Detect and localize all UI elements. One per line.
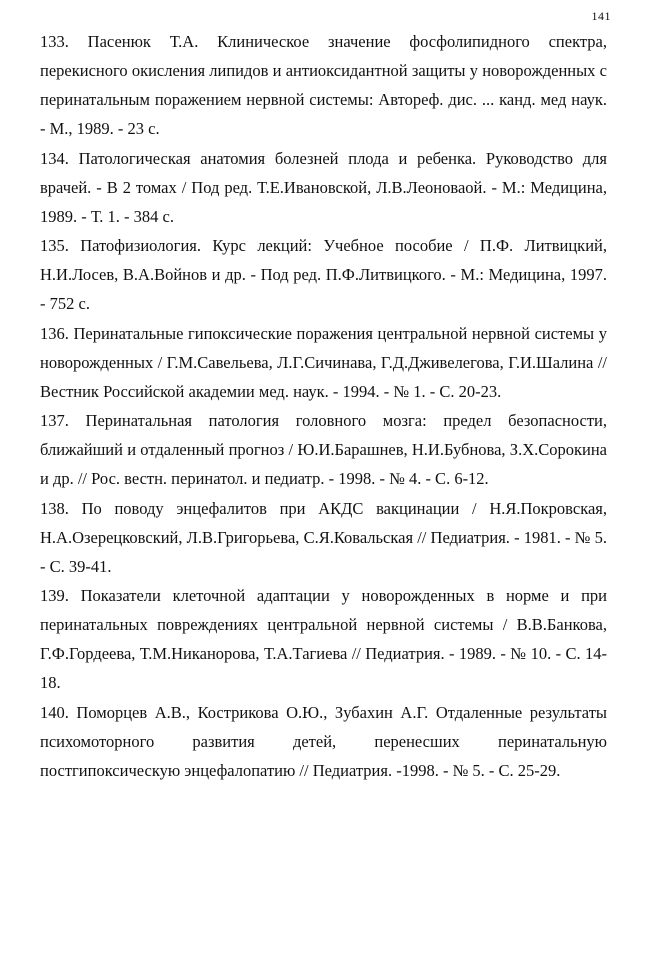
page-number: 141	[591, 9, 611, 23]
reference-item: 140. Поморцев А.В., Кострикова О.Ю., Зубахин А.Г. Отдаленные результаты психомоторного развития детей, перенесших перинатальную постгипоксическую энцефалопатию // Педиатрия. -1998. - № 5. - С. 25-29.	[40, 702, 607, 780]
reference-item: 133. Пасенюк Т.А. Клиническое значение фосфолипидного спектра, перекисного окисления липидов и антиоксидантной защиты у новорожденных с перинатальным поражением нервной системы: Автореф. дис. ... канд. мед наук. - М., 1989. - 23 с.	[40, 32, 607, 138]
reference-item: 139. Показатели клеточной адаптации у новорожденных в норме и при перинатальных повреждениях центральной нервной системы / В.В.Банкова, Г.Ф.Гордеева, Т.М.Никанорова, Т.А.Тагиева // Педиатрия. - 1989. - № 10. - С. 14-18.	[40, 586, 607, 692]
reference-item: 136. Перинатальные гипоксические поражения центральной нервной системы у новорожденных / Г.М.Савельева, Л.Г.Сичинава, Г.Д.Дживелегова, Г.И.Шалина // Вестник Российской академии мед. наук. - 1994. - № 1. - С. 20-23.	[40, 323, 607, 401]
reference-item: 134. Патологическая анатомия болезней плода и ребенка. Руководство для врачей. - В 2 томах / Под ред. Т.Е.Ивановской, Л.В.Леоноваой. - М.: Медицина, 1989. - Т. 1. - 384 с.	[40, 148, 607, 226]
reference-item: 135. Патофизиология. Курс лекций: Учебное пособие / П.Ф. Литвицкий, Н.И.Лосев, В.А.Войнов и др. - Под ред. П.Ф.Литвицкого. - М.: Медицина, 1997. - 752 с.	[40, 236, 607, 313]
reference-list	[40, 27, 607, 785]
reference-item: 138. По поводу энцефалитов при АКДС вакцинации / Н.Я.Покровская, Н.А.Озерецковский, Л.В.Григорьева, С.Я.Ковальская // Педиатрия. - 1981. - № 5. - С. 39-41.	[40, 498, 607, 576]
reference-item: 137. Перинатальная патология головного мозга: предел безопасности, ближайший и отдаленный прогноз / Ю.И.Барашнев, Н.И.Бубнова, З.Х.Сорокина и др. // Рос. вестн. перинатол. и педиатр. - 1998. - № 4. - С. 6-12.	[40, 411, 607, 488]
